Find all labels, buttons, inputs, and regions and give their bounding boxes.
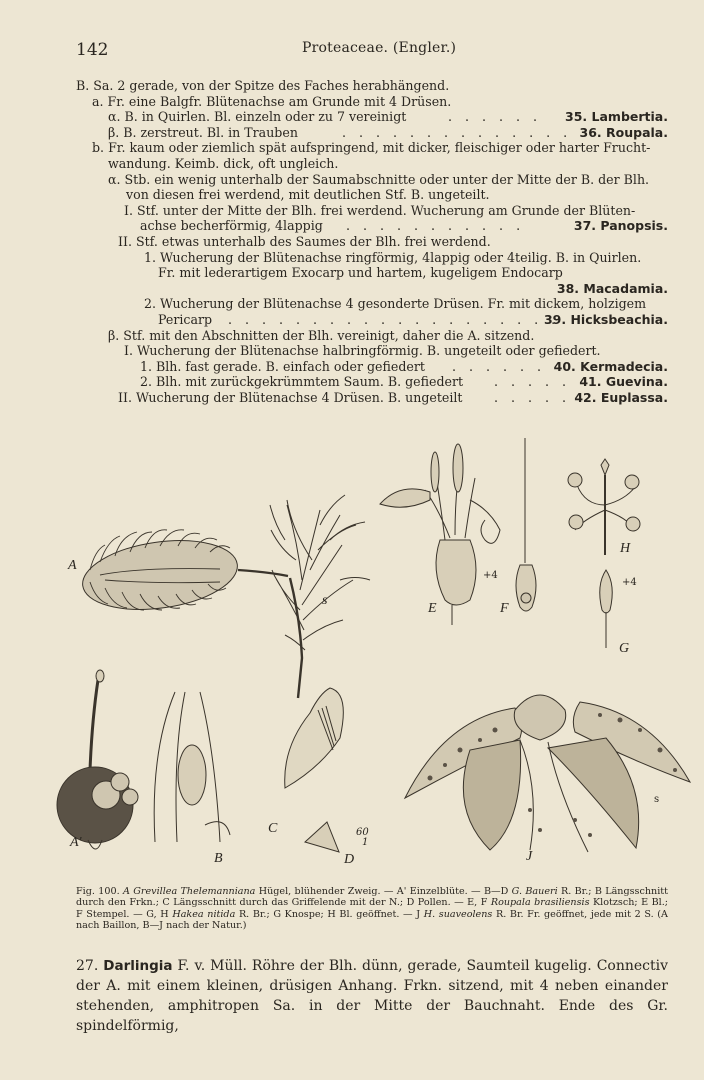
key-line: a. Fr. eine Balgfr. Blütenachse am Grunde mit 4 Drüsen. <box>92 93 452 109</box>
key-line: I. Stf. unter der Mitte der Blh. frei werdend. Wucherung am Grunde der Blüten- <box>124 202 636 218</box>
figure-a-prime-single-flower <box>57 670 138 849</box>
running-head: Proteaceae. (Engler.) <box>302 40 457 56</box>
caption-text: R. Br. Fr. geöffnet, jede mit 2 S. (A nach Baillon, B—J nach der Natur.) <box>76 908 668 932</box>
caption-text: Hügel, blühender Zweig. — A' Einzelblüte. — B—D <box>258 886 509 897</box>
label-f: F <box>500 601 509 616</box>
key-line: II. Stf. etwas unterhalb des Saumes der Blh. frei werdend. <box>118 234 491 249</box>
figure-f-pistil <box>516 438 536 611</box>
label-s-2: s <box>654 794 660 805</box>
label-j: J <box>526 849 533 864</box>
figure-j-opened-fruit <box>405 695 690 852</box>
genus-name: 38. Macadamia. <box>556 280 668 296</box>
caption-species: A Grevillea Thelemanniana <box>122 886 256 897</box>
key-line: wandung. Keimb. dick, oft ungleich. <box>108 156 339 171</box>
key-line: β. Stf. mit den Abschnitten der Blh. vereinigt, daher die A. sitzend. <box>108 327 535 343</box>
label-h: H <box>620 541 631 556</box>
caption-text: R. Br.; G Knospe; H Bl. geöffnet. — J <box>238 908 421 920</box>
figure-g-bud <box>600 570 613 648</box>
caption-species: G. Baueri <box>511 886 558 897</box>
label-e: E <box>428 601 437 616</box>
genus-description <box>76 956 668 1036</box>
key-leader-dots: . . . . . . <box>448 109 542 125</box>
caption-text: R. Br.; B Längsschnitt durch den Frkn.; C Längsschnitt durch das Griffelende mit der N.; D Pollen. — E, F <box>76 886 668 909</box>
key-leader-dots: . . . . . . . . . . . . . . . . . . . . <box>228 312 560 327</box>
key-leader-dots: . . . . . <box>494 374 571 390</box>
key-line: b. Fr. kaum oder ziemlich spät aufspringend, mit dicker, fleischiger oder harter Frucht- <box>92 140 651 156</box>
genus-name: 40. Kermadecia. <box>553 358 668 374</box>
key-line: 1. Wucherung der Blütenachse ringförmig, 4lappig oder 4teilig. B. in Quirlen. <box>144 249 642 265</box>
label-g: G <box>619 641 630 656</box>
key-line: I. Wucherung der Blütenachse halbringförmig. B. ungeteilt oder gefiedert. <box>124 343 601 359</box>
label-c: C <box>268 821 278 836</box>
key-line: α. Stb. ein wenig unterhalb der Saumabschnitte oder unter der Mitte der B. der Blh. <box>108 171 650 187</box>
key-line: α. B. in Quirlen. Bl. einzeln oder zu 7 vereinigt <box>108 109 407 125</box>
figure-d-pollen <box>305 822 339 852</box>
key-line: Fr. mit lederartigem Exocarp und hartem, kugeligem Endocarp <box>158 265 563 281</box>
label-d: D <box>344 852 355 867</box>
label-b: B <box>214 851 223 866</box>
caption-species: Roupala brasiliensis <box>490 897 590 909</box>
caption-species: Hakea nitida <box>172 908 236 920</box>
key-line: 1. Blh. fast gerade. B. einfach oder gefiedert <box>140 358 425 374</box>
genus-name: 36. Roupala. <box>579 124 668 140</box>
magnification-e: +4 <box>483 570 498 581</box>
genus-title: Darlingia <box>103 958 173 974</box>
key-leader-dots: . . . . . <box>494 390 571 405</box>
label-a: A <box>68 558 77 573</box>
caption-text: Klotzsch; E Bl.; F Stempel. — G, H <box>76 897 668 920</box>
caption-fig-number: Fig. 100. <box>76 886 120 897</box>
figure-b-ovary-section <box>154 692 230 842</box>
genus-number: 27. <box>76 958 99 974</box>
key-line: von diesen frei werdend, mit deutlichen Stf. B. ungeteilt. <box>126 187 490 203</box>
key-line: II. Wucherung der Blütenachse 4 Drüsen. B. ungeteilt <box>118 390 463 405</box>
key-line: Pericarp <box>158 312 213 327</box>
genus-name: 35. Lambertia. <box>565 109 668 125</box>
genus-name: 41. Guevina. <box>579 374 668 390</box>
key-line: achse becherförmig, 4lappig <box>140 218 323 234</box>
genus-name: 39. Hicksbeachia. <box>543 312 668 327</box>
genus-name: 42. Euplassa. <box>574 390 668 405</box>
magnification-d-numerator: 60 <box>356 827 369 838</box>
key-line: β. B. zerstreut. Bl. in Trauben <box>108 124 298 140</box>
genus-name: 37. Panopsis. <box>573 218 668 234</box>
botanical-figure-plate <box>0 430 704 880</box>
figure-caption <box>76 886 668 932</box>
magnification-d-denominator: 1 <box>362 837 369 848</box>
figure-e-roupala-flower <box>380 444 500 625</box>
magnification-g: +4 <box>622 577 637 588</box>
figure-c-style-end <box>285 688 344 788</box>
key-line: 2. Wucherung der Blütenachse 4 gesonderte Drüsen. Fr. mit dickem, holzigem <box>144 296 647 312</box>
key-leader-dots: . . . . . . . . . . . <box>346 218 525 234</box>
key-leader-dots: . . . . . . . . . . . . . . <box>342 124 572 140</box>
page-number: 142 <box>76 40 109 60</box>
key-line: B. Sa. 2 gerade, von der Spitze des Faches herabhängend. <box>76 78 450 93</box>
genus-description-text: F. v. Müll. Röhre der Blh. dünn, gerade, Saumteil kugelig. Connectiv der A. mit einem kleinen, drüsigen Anhang. Frkn. sitzend, mit 4 neben einander stehenden, amphitropen Sa. in der Mitte der Bauchnaht. Ende des Gr. spindelförmig, <box>76 958 669 1034</box>
label-a-prime: A' <box>70 835 82 850</box>
key-line: 2. Blh. mit zurückgekrümmtem Saum. B. gefiedert <box>140 374 464 390</box>
key-leader-dots: . . . . . . <box>452 358 546 374</box>
caption-species: H. suaveolens <box>423 908 493 920</box>
label-s-1: s <box>322 593 328 608</box>
